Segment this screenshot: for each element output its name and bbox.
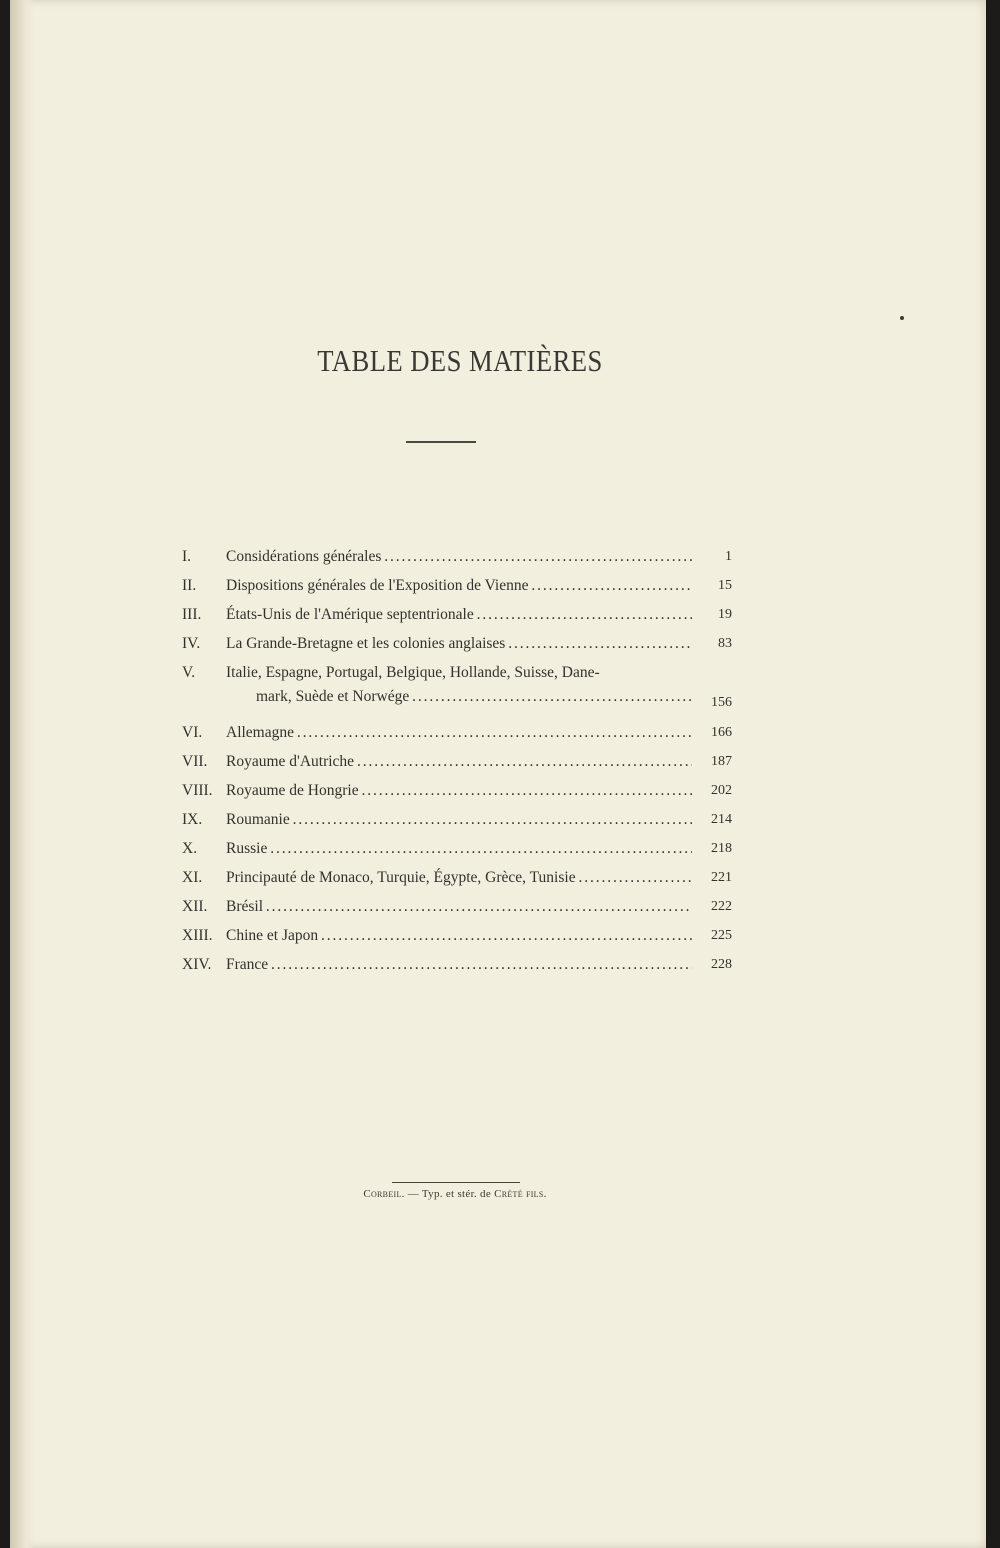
toc-entry [182, 571, 732, 600]
toc-entry-title: Russie . . . [226, 834, 692, 863]
colophon-dash: — [404, 1188, 422, 1200]
table-of-contents [182, 542, 732, 979]
toc-entry-number: X. [182, 840, 198, 857]
toc-entry [182, 892, 732, 921]
toc-entry-page: 15 [718, 578, 732, 593]
page-title: TABLE DES MATIÈRES [317, 343, 603, 378]
toc-entry-title: Italie, Espagne, Portugal, Belgique, Hollande, Suisse, Dane- [226, 664, 600, 681]
toc-entry-page: 222 [711, 899, 732, 914]
toc-entry-title: Allemagne . . . [226, 718, 692, 747]
toc-entry-number: VIII. [182, 782, 213, 799]
toc-entry [182, 658, 732, 718]
toc-entry-page: 187 [711, 754, 732, 769]
toc-entry [182, 950, 732, 979]
toc-entry-number: IX. [182, 811, 203, 828]
toc-entry-number: IV. [182, 635, 201, 652]
toc-entry-title: États-Unis de l'Amérique septentrionale . . . [226, 600, 692, 629]
page-binding-edge [10, 0, 36, 1548]
toc-entry-number: XII. [182, 898, 208, 915]
colophon-printer: Crété fils. [494, 1188, 547, 1200]
toc-entry [182, 629, 732, 658]
toc-entry-page: 218 [711, 841, 732, 856]
toc-entry-title: Considérations générales . . . [226, 542, 692, 571]
toc-entry-page: 225 [711, 928, 732, 943]
toc-entry [182, 718, 732, 747]
toc-entry-page: 202 [711, 783, 732, 798]
toc-entry [182, 747, 732, 776]
toc-entry-page: 83 [718, 636, 732, 651]
toc-entry-number: XIV. [182, 956, 212, 973]
toc-entry-number: II. [182, 577, 197, 594]
toc-entry-page: 166 [711, 725, 732, 740]
toc-entry-number: VII. [182, 753, 208, 770]
title-rule [406, 441, 476, 443]
toc-entry-title: Brésil . . . [226, 892, 692, 921]
toc-entry [182, 600, 732, 629]
toc-entry-title: Chine et Japon . . . [226, 921, 692, 950]
toc-entry-number: III. [182, 606, 202, 623]
toc-entry-page: 19 [718, 607, 732, 622]
toc-entry-title: Roumanie . . . [226, 805, 692, 834]
toc-entry-title-continuation: mark, Suède et Norwége . . . [226, 684, 692, 710]
toc-entry [182, 805, 732, 834]
toc-entry-page: 228 [711, 957, 732, 972]
paper-speck [900, 316, 904, 320]
toc-entry [182, 921, 732, 950]
toc-entry-number: V. [182, 664, 196, 681]
paper-sheet [10, 0, 986, 1548]
toc-entry-page: 156 [711, 695, 732, 710]
toc-entry-title: Royaume d'Autriche . . . [226, 747, 692, 776]
printer-colophon [10, 1188, 900, 1200]
toc-entry [182, 776, 732, 805]
toc-entry-title: Dispositions générales de l'Exposition de Vienne . . . [226, 571, 692, 600]
toc-entry-title: Principauté de Monaco, Turquie, Égypte, Grèce, Tunisie . . . [226, 863, 692, 892]
toc-entry-number: VI. [182, 724, 203, 741]
toc-entry-title: La Grande-Bretagne et les colonies anglaises . . . [226, 629, 692, 658]
toc-entry-number: XIII. [182, 927, 213, 944]
toc-entry-page: 1 [725, 549, 732, 564]
toc-entry-number: I. [182, 548, 192, 565]
toc-entry [182, 834, 732, 863]
toc-entry-page: 221 [711, 870, 732, 885]
toc-entry [182, 542, 732, 571]
colophon-rule [392, 1182, 520, 1183]
toc-entry-title: Royaume de Hongrie . . . [226, 776, 692, 805]
toc-entry [182, 863, 732, 892]
toc-entry-number: XI. [182, 869, 203, 886]
toc-entry-page: 214 [711, 812, 732, 827]
colophon-text: Typ. et stér. de [421, 1188, 495, 1200]
colophon-place: Corbeil. [363, 1188, 405, 1200]
toc-entry-title: France . . . [226, 950, 692, 979]
